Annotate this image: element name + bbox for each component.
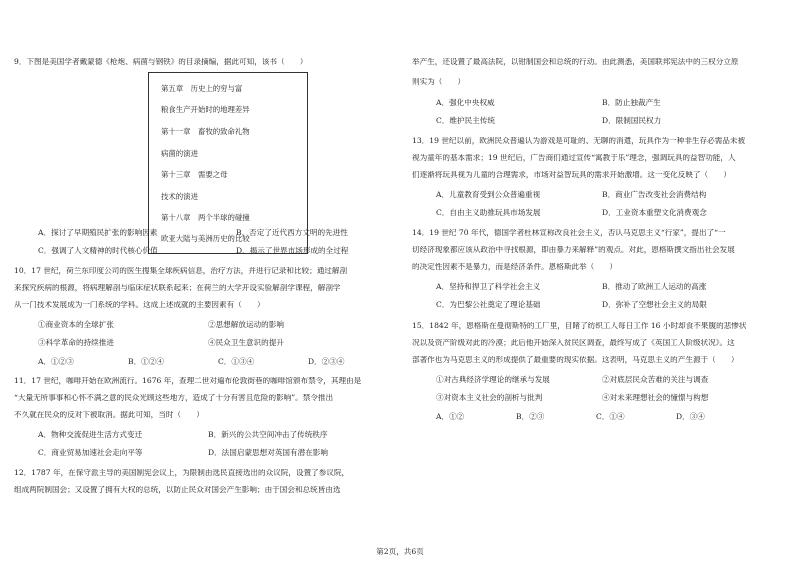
q15-stem-line: 况以及资产阶级对此的冷漠；此后他开始深入贫民区调查，最终写成了《英国工人阶级状况》。这 <box>412 339 735 347</box>
page-number: 第2页，共6页 <box>376 547 424 556</box>
q13-stem-line: 们逐渐将玩具视为儿童的合理需求，市场对益智玩具的需求开始激增。这一变化反映了（ ） <box>412 171 731 179</box>
toc-item: 第五章 历史上的穷与富 <box>161 84 243 93</box>
q10-option-b[interactable]: B．①②④ <box>128 357 164 366</box>
q14-option-a[interactable]: A．坚持和捍卫了科学社会主义 <box>436 282 541 291</box>
q14-option-d[interactable]: D．弥补了空想社会主义的局限 <box>602 300 707 309</box>
q11-stem-line: 不久就在民众的反对下被取消。据此可知，当时（ ） <box>14 411 204 419</box>
q10-option-d[interactable]: D．②③④ <box>308 357 345 366</box>
q15-option-d[interactable]: D．③④ <box>676 412 705 421</box>
q15-option-c[interactable]: C．①④ <box>596 412 625 421</box>
q14-stem-line: 14．19 世纪 70 年代，德国学者杜林宣称改良社会主义，否认马克思主义“行家”，提出了“一 <box>412 229 726 237</box>
q13-option-d[interactable]: D．工业资本重塑文化消费观念 <box>602 208 707 217</box>
q15-item: ③对资本主义社会的剖析与批判 <box>436 393 543 402</box>
q13-option-b[interactable]: B．商业广告改变社会消费结构 <box>602 190 707 199</box>
q9-stem: 9．下图是美国学者戴蒙德《枪炮、病菌与钢铁》的目录摘编，据此可知，该书（ ） <box>14 58 308 66</box>
q10-item: ③科学革命的持续推进 <box>38 338 114 347</box>
q11-option-c[interactable]: C．商业贸易加速社会走向平等 <box>38 448 143 457</box>
q13-option-a[interactable]: A．儿童教育受到公众普遍重视 <box>436 190 541 199</box>
q14-option-c[interactable]: C．为巴黎公社奠定了理论基础 <box>436 300 541 309</box>
q12-stem-line: 举产生，还设置了最高法院，以钳制国会和总统的行动。由此测悉，美国联邦宪法中的三权分立原 <box>412 58 739 66</box>
q11-option-d[interactable]: D．法国启蒙思想对英国有潜在影响 <box>208 448 328 457</box>
q12-stem-line: 12．1787 年，在保守派主导的美国制宪会议上，为限制由选民直接选出的众议院，设置了参议院， <box>14 469 350 477</box>
q11-stem-line: “大量无所事事和心怀不满之意的民众光顾这些地方，造成了十分有害且危险的影响”。禁令推出 <box>14 394 334 402</box>
q15-item: ①对古典经济学理论的继承与发展 <box>436 375 550 384</box>
q12-stem-line: 则实为（ ） <box>412 78 466 86</box>
q13-option-c[interactable]: C．自由主义助推玩具市场发展 <box>436 208 541 217</box>
q13-stem-line: 视为童年的基本需求；19 世纪后，广告商们通过宣传“寓教于乐”理念，强调玩具的益智功能，人 <box>412 154 736 162</box>
q12-stem-line: 组成两院制国会；又设置了拥有大权的总统，以防止民众对国会产生影响；由于国会和总统皆由选 <box>14 486 341 494</box>
q15-option-a[interactable]: A．①② <box>436 412 465 421</box>
q11-stem-line: 11．17 世纪，咖啡开始在欧洲流行。1676 年，查理二世对遍布伦敦街巷的咖啡馆颁布禁令，其理由是 <box>14 377 362 385</box>
q9-table-of-contents <box>148 72 308 254</box>
q9-option-a[interactable]: A．探讨了早期殖民扩张的影响因素 <box>38 228 158 237</box>
q15-stem-line: 部著作也为马克思主义的形成提供了最重要的现实依据。这表明，马克思主义的产生源于（ ） <box>412 356 739 364</box>
q15-option-b[interactable]: B．②③ <box>516 412 545 421</box>
toc-item: 粮食生产开始时的地理差异 <box>161 105 250 114</box>
q10-item: ④民众卫生意识的提升 <box>208 338 284 347</box>
q14-option-b[interactable]: B．推动了欧洲工人运动的高涨 <box>602 282 707 291</box>
toc-item: 欧亚大陆与美洲历史的比较 <box>161 234 250 243</box>
q10-option-c[interactable]: C．①③④ <box>218 357 255 366</box>
q11-option-a[interactable]: A．物种交流促进生活方式变迁 <box>38 430 143 439</box>
toc-item: 技术的演进 <box>161 192 198 201</box>
q10-option-a[interactable]: A．①②③ <box>38 357 74 366</box>
q14-stem-line: 切经济现象都应该从政治中寻找根源，即由暴力来解释”的观点。对此，恩格斯撰文指出社会发展 <box>412 246 735 254</box>
q14-stem-line: 的决定性因素不是暴力，而是经济条件。恩格斯此举（ ） <box>412 263 618 271</box>
q12-option-d[interactable]: D．限制国民权力 <box>602 116 662 125</box>
q15-stem-line: 15．1842 年，恩格斯在曼彻斯特的工厂里，目睹了纺织工人每日工作 16 小时却食不果腹的悲惨状 <box>412 322 747 330</box>
q10-item: ②思想解放运动的影响 <box>208 320 284 329</box>
toc-item: 第十一章 畜牧的致命礼物 <box>161 127 250 136</box>
q15-item: ④对未来理想社会的憧憬与构想 <box>602 393 709 402</box>
q9-option-c[interactable]: C．强调了人文精神的时代核心价值 <box>38 246 158 255</box>
toc-item: 第十八章 两个半球的碰撞 <box>161 213 250 222</box>
q11-option-b[interactable]: B．新兴的公共空间冲击了传统秩序 <box>208 430 328 439</box>
q12-option-c[interactable]: C．维护民主传统 <box>436 116 495 125</box>
q9-option-d[interactable]: D．揭示了世界市场形成的全过程 <box>236 246 349 255</box>
q15-item: ②对底层民众苦难的关注与调查 <box>602 375 709 384</box>
q10-stem-line: 10．17 世纪，荷兰东印度公司的医生搜集全球疾病信息，治疗方法，并进行记录和比较；通过解剖 <box>14 267 348 275</box>
q10-stem-line: 从一门技术发展成为一门系统的学科。这成上述成就的主要因素有（ ） <box>14 301 265 309</box>
toc-item: 病菌的演进 <box>161 149 198 158</box>
q13-stem-line: 13．19 世纪以前，欧洲民众普遍认为游戏是可耻的、无聊的消遣，玩具作为一种非生存必需品未被 <box>412 137 746 145</box>
q9-option-b[interactable]: B．否定了近代西方文明的先进性 <box>236 228 348 237</box>
q10-item: ①商业资本的全球扩张 <box>38 320 114 329</box>
toc-item: 第十三章 需要之母 <box>161 170 228 179</box>
q12-option-b[interactable]: B．防止独裁产生 <box>602 98 661 107</box>
q10-stem-line: 来探究疾病的根源，将病理解剖与临床症状联系起来；在荷兰的大学开设实验解剖学课程，解剖学 <box>14 284 341 292</box>
q12-option-a[interactable]: A．强化中央权威 <box>436 98 495 107</box>
